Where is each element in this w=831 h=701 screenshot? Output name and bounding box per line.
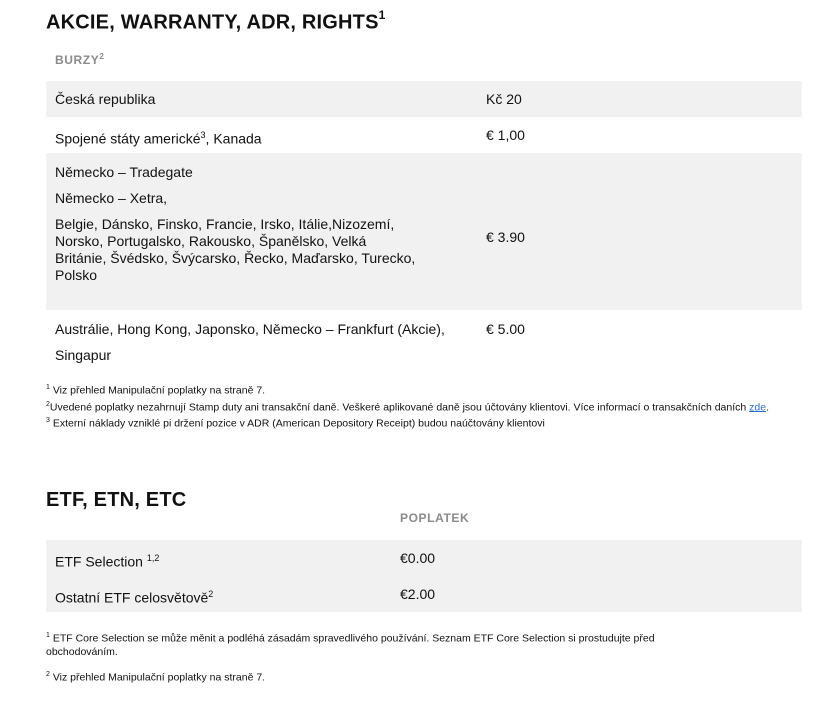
market-cell: Spojené státy americké$^3$, Kanada	[55, 130, 262, 147]
market-line: Belgie, Dánsko, Finsko, Francie, Irsko, Itálie,Nizozemí,	[55, 216, 395, 232]
market-line: Německo – Xetra,	[55, 190, 168, 206]
market-cell: Česká republika	[55, 91, 156, 107]
fee-cell: €2.00	[400, 586, 436, 602]
stocks-footnotes	[46, 381, 806, 431]
footnote: $^3$ Externí náklady vzniklé pi držení pozice v ADR (American Depository Receipt) budou naúčtovány klientovi	[46, 417, 545, 430]
etf-name-cell: Ostatní ETF celosvětově$^2$	[55, 589, 214, 606]
fee-cell: €0.00	[400, 550, 436, 566]
fee-cell: € 1,00	[486, 127, 525, 143]
market-line: Německo – Tradegate	[55, 164, 193, 180]
stocks-row-czech	[46, 81, 802, 117]
etf-footnotes	[46, 629, 806, 684]
stocks-column-header: BURZY$^2$	[55, 52, 105, 67]
market-line: Británie, Švédsko, Švýcarsko, Řecko, Maďarsko, Turecko,	[55, 250, 416, 266]
footnote: $^2$ Viz přehled Manipulační poplatky na straně 7.	[46, 670, 266, 683]
etf-row-selection	[46, 540, 802, 576]
market-line: Polsko	[55, 267, 98, 283]
market-line: Norsko, Portugalsko, Rakousko, Španělsko, Velká	[55, 233, 367, 249]
fee-cell: € 3.90	[486, 229, 525, 245]
footnote: $^1$ Viz přehled Manipulační poplatky na straně 7.	[46, 384, 266, 397]
market-line: Austrálie, Hong Kong, Japonsko, Německo – Frankfurt (Akcie),	[55, 321, 445, 337]
stocks-row-asia	[46, 310, 802, 372]
stocks-row-usa	[46, 117, 802, 153]
etf-column-header: POPLATEK	[400, 511, 470, 525]
zde-link[interactable]: zde	[749, 401, 767, 413]
etf-name-cell: ETF Selection $^{1,2}$	[55, 553, 160, 570]
stocks-section-title: AKCIE, WARRANTY, ADR, RIGHTS$^1$	[46, 8, 386, 34]
fee-cell: € 5.00	[486, 321, 525, 337]
etf-row-other	[46, 576, 802, 612]
fee-cell: Kč 20	[486, 91, 522, 107]
etf-section-title: ETF, ETN, ETC	[46, 489, 187, 511]
footnote: $^1$ ETF Core Selection se může měnit a podléhá zásadám spravedlivého používání. Seznam ETF Core Selection si prostudujte před obchodováním.	[46, 632, 655, 658]
footnote: $^2$Uvedené poplatky nezahrnují Stamp duty ani transakční daně. Veškeré aplikované daně jsou účtovány klientovi. Více informací o transakčních daních zde.	[46, 400, 770, 413]
stocks-row-europe	[46, 153, 802, 310]
market-line: Singapur	[55, 347, 112, 363]
